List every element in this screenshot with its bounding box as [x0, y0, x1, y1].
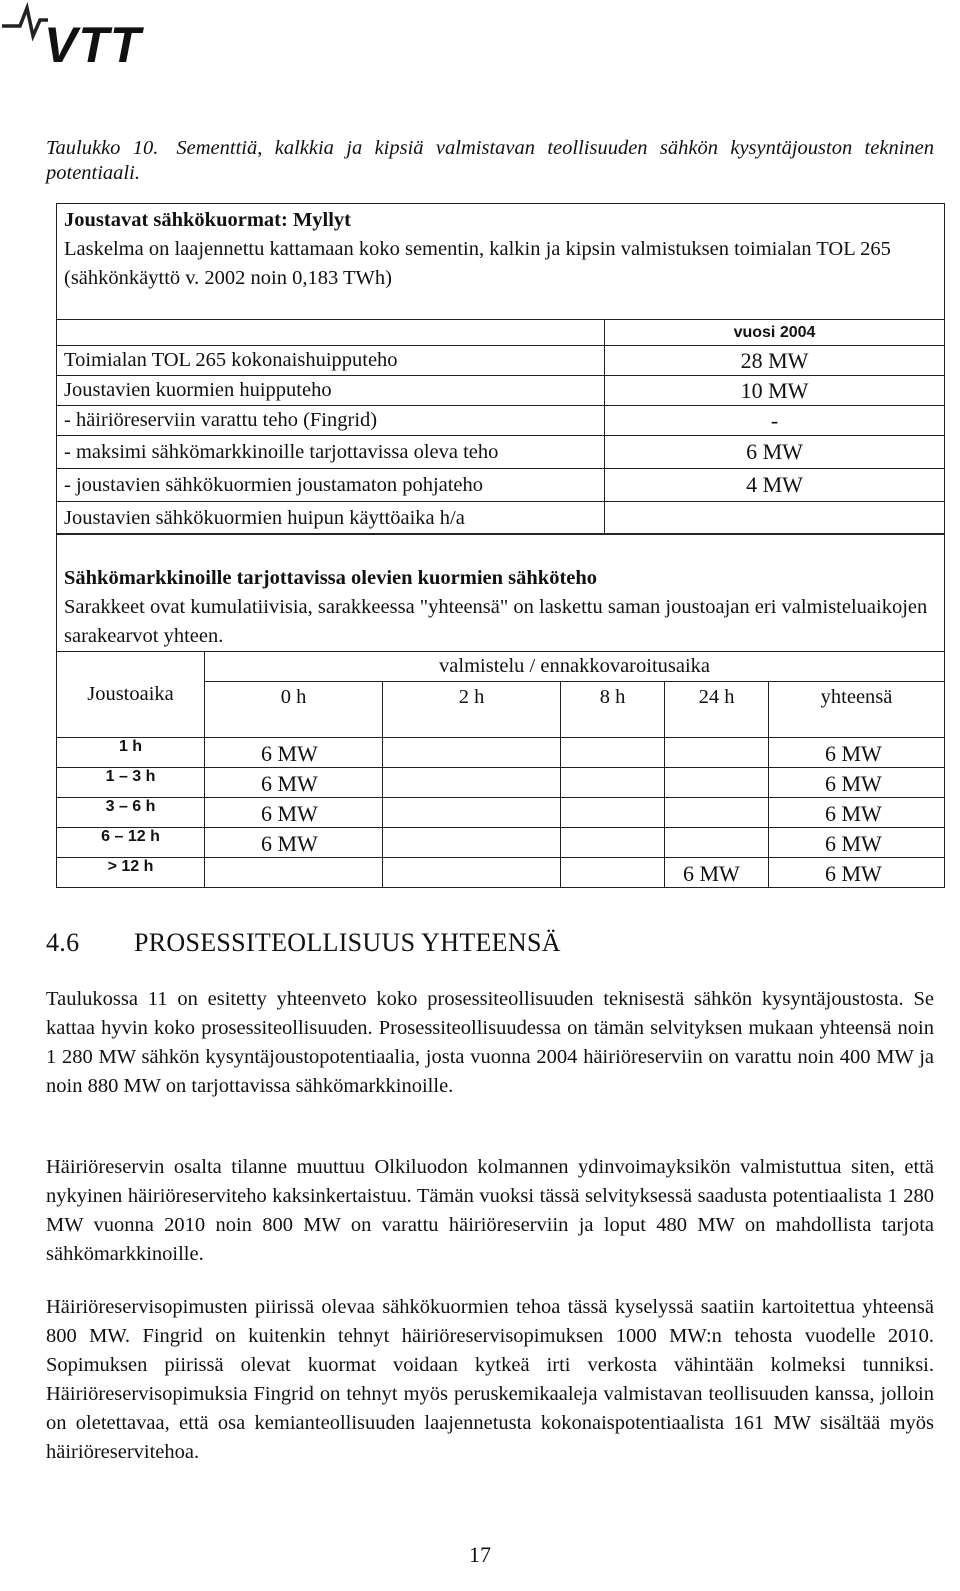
body-paragraph: Taulukossa 11 on esitetty yhteenveto koko prosessiteollisuuden teknisestä sähkön kysyntäjoustosta. Se kattaa hyvin koko prosessiteollisuuden. Prosessiteollisuudessa on tämän selvityksen mukaan yhteensä noin 1 280 MW sähkön kysyntäjoustopotentiaalia, josta vuonna 2004 häiriöreserviin on varattu noin 400 MW ja noin 880 MW on tarjottavissa sähkömarkkinoille. — [46, 988, 934, 1097]
row-value: 10 MW — [605, 376, 945, 406]
body-paragraph: Häiriöreservisopimusten piirissä olevaa sähkökuormien tehoa tässä kyselyssä saatiin kartoitettua yhteensä 800 MW. Fingrid on kuitenkin tehnyt häiriöreservisopimuksen 1000 MW:n tehosta vuodelle 2010. Sopimuksen piirissä olevat kuormat voidaan kytkeä irti verkosta vähintään kolmeksi tunniksi. Häiriöreservisopimuksia Fingrid on tehnyt myös peruskemikaaleja valmistavan teollisuuden kanssa, jolloin on oletettavaa, että osa kemianteollisuuden laajennetusta kokonaispotentiaalista 161 MW sisältää myös häiriöreservitehoa. — [46, 1296, 934, 1463]
logo-text: VTT — [44, 17, 142, 73]
cell-value — [561, 738, 665, 768]
table-row — [57, 502, 945, 535]
caption-text: Sementtiä, kalkkia ja kipsiä valmistavan teollisuuden sähkön kysyntäjouston tekninen potentiaali. — [46, 137, 934, 184]
cell-value — [665, 798, 769, 828]
row-label: - häiriöreserviin varattu teho (Fingrid) — [57, 406, 605, 436]
table-row — [57, 469, 945, 502]
row-value: - — [605, 406, 945, 436]
cell-value — [383, 858, 561, 888]
cell-value — [383, 768, 561, 798]
table2-title: Sähkömarkkinoille tarjottavissa olevien kuormien sähköteho — [64, 567, 598, 589]
page-number: 17 — [469, 1542, 491, 1567]
cell-value — [383, 798, 561, 828]
table-caption — [46, 136, 934, 186]
cell-value — [383, 738, 561, 768]
column-header: 2 h — [383, 682, 561, 738]
cell-value: 6 MW — [205, 768, 383, 798]
power-availability-table — [56, 533, 945, 888]
cell-value: 6 MW — [665, 858, 769, 888]
table1-title: Joustavat sähkökuormat: Myllyt — [64, 209, 352, 231]
table1-intro-cell — [57, 204, 945, 320]
table-row — [57, 436, 945, 469]
body-paragraph: Häiriöreservin osalta tilanne muuttuu Olkiluodon kolmannen ydinvoimayksikön valmistuttua siten, että nykyinen häiriöreserviteho kaksinkertaistuu. Tämän vuoksi tässä selvityksessä saadusta potentiaalista 1 280 MW vuonna 2010 noin 800 MW on varattu häiriöreserviin ja loput 480 MW on mahdollista tarjota sähkömarkkinoille. — [46, 1156, 934, 1265]
joustoaika-header: Joustoaika — [57, 652, 205, 738]
column-header: 8 h — [561, 682, 665, 738]
mills-load-table — [56, 203, 945, 535]
caption-label: Taulukko 10. — [46, 137, 159, 159]
table-row — [57, 798, 945, 828]
cell-value: 6 MW — [769, 828, 945, 858]
table-row — [57, 738, 945, 768]
section-title: PROSESSITEOLLISUUS YHTEENSÄ — [134, 928, 561, 957]
row-value: 4 MW — [605, 469, 945, 502]
cell-value: 6 MW — [769, 738, 945, 768]
cell-value: 6 MW — [205, 798, 383, 828]
logo-pulse-line — [2, 8, 48, 36]
cell-value — [665, 768, 769, 798]
table1-empty-header — [57, 320, 605, 346]
row-value — [605, 502, 945, 535]
section-heading — [46, 928, 561, 958]
table-row — [57, 346, 945, 376]
row-label: 3 – 6 h — [57, 798, 205, 828]
cell-value — [561, 768, 665, 798]
cell-value — [383, 828, 561, 858]
row-label: Toimialan TOL 265 kokonaishuipputeho — [57, 346, 605, 376]
cell-value — [561, 798, 665, 828]
row-label: Joustavien sähkökuormien huipun käyttöaika h/a — [57, 502, 605, 535]
row-label: - maksimi sähkömarkkinoille tarjottavissa oleva teho — [57, 436, 605, 469]
year-header: vuosi 2004 — [605, 320, 945, 346]
cell-value: 6 MW — [205, 738, 383, 768]
cell-value: 6 MW — [769, 858, 945, 888]
row-label: 1 – 3 h — [57, 768, 205, 798]
table2-intro-text: Sarakkeet ovat kumulatiivisia, sarakkeessa "yhteensä" on laskettu saman joustoajan eri valmisteluaikojen sarakearvot yhteen. — [64, 596, 928, 647]
cell-value — [665, 738, 769, 768]
table-row — [57, 406, 945, 436]
group-header: valmistelu / ennakkovaroitusaika — [205, 652, 945, 682]
cell-value — [205, 858, 383, 888]
vtt-logo — [0, 0, 185, 75]
table-row — [57, 858, 945, 888]
column-header: yhteensä — [769, 682, 945, 738]
table-row — [57, 828, 945, 858]
column-header: 24 h — [665, 682, 769, 738]
cell-value: 6 MW — [769, 768, 945, 798]
section-number: 4.6 — [46, 928, 80, 957]
table1-intro-text: Laskelma on laajennettu kattamaan koko sementin, kalkin ja kipsin valmistuksen toimialan TOL 265 (sähkönkäyttö v. 2002 noin 0,183 TWh) — [64, 238, 891, 289]
column-header: 0 h — [205, 682, 383, 738]
table-row — [57, 768, 945, 798]
row-label: - joustavien sähkökuormien joustamaton pohjateho — [57, 469, 605, 502]
cell-value: 6 MW — [769, 798, 945, 828]
cell-value — [665, 828, 769, 858]
row-label: > 12 h — [57, 858, 205, 888]
row-value: 6 MW — [605, 436, 945, 469]
row-label: 1 h — [57, 738, 205, 768]
row-label: Joustavien kuormien huipputeho — [57, 376, 605, 406]
cell-value — [561, 828, 665, 858]
row-value: 28 MW — [605, 346, 945, 376]
cell-value: 6 MW — [205, 828, 383, 858]
table-row — [57, 376, 945, 406]
row-label: 6 – 12 h — [57, 828, 205, 858]
cell-value — [561, 858, 665, 888]
table2-intro-cell — [57, 534, 945, 652]
